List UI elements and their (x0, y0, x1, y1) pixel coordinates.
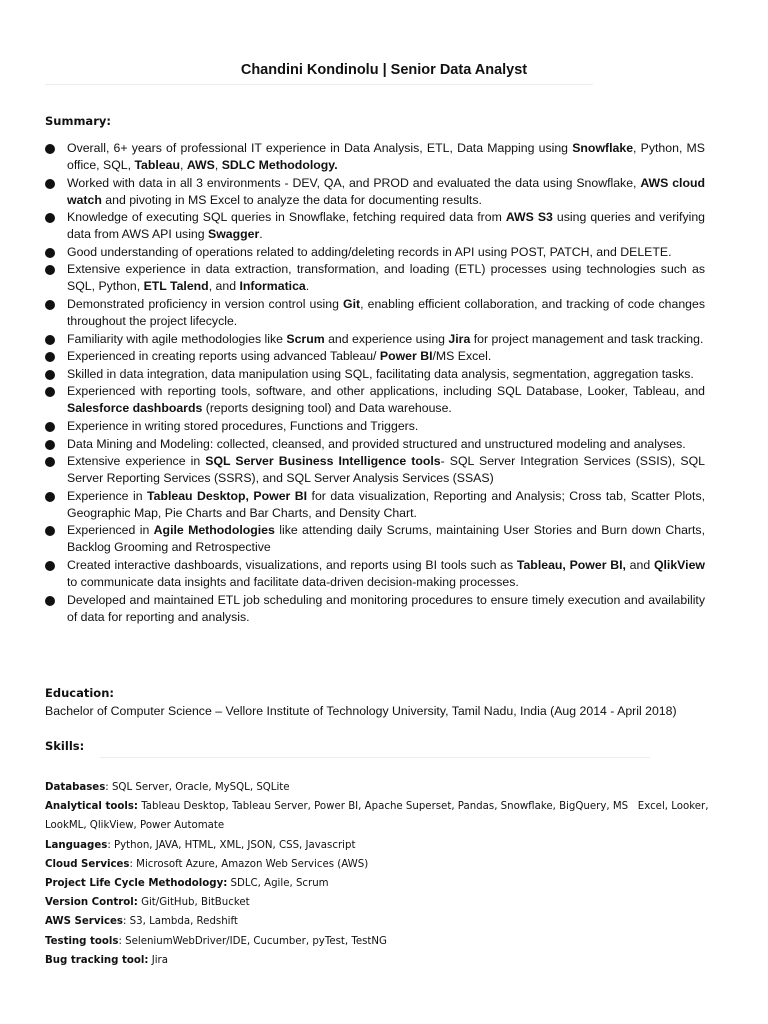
summary-bullet (45, 557, 705, 591)
summary-bullet (45, 331, 705, 348)
skill-separator: : (129, 858, 137, 870)
skills-heading: Skills: (45, 739, 85, 753)
skill-label: Databases (45, 782, 106, 793)
summary-bullet (45, 244, 705, 261)
bullet-bold-text: QlikView (653, 557, 705, 572)
skill-row (45, 932, 710, 951)
bullet-dot-icon (45, 440, 55, 450)
bullet-dot-icon (45, 300, 55, 310)
bullet-text: Overall, 6+ years of professional IT experience in Data Analysis, ETL, Data Mapping using (67, 141, 573, 155)
skill-value: Microsoft Azure, Amazon Web Services (AWS) (136, 858, 369, 870)
skill-separator: : (107, 839, 114, 851)
summary-heading: Summary: (45, 114, 111, 128)
bullet-bold-text: Informatica (239, 279, 306, 294)
bullet-text: Experienced in creating reports using advanced Tableau/ (67, 349, 380, 364)
bullet-bold-text: AWS (186, 158, 215, 172)
bullet-text: , and (208, 279, 240, 294)
summary-bullet (45, 592, 705, 626)
bullet-text: like attending daily Scrums, maintaining User Stories and Burn down Charts, Backlog Grooming and Retrospective (67, 523, 705, 555)
bullet-text: Experienced with reporting tools, software, and other applications, including SQL Database, Looker, Tableau, and (67, 384, 705, 399)
bullet-dot-icon (45, 179, 55, 189)
skill-value: SeleniumWebDriver/IDE, Cucumber, pyTest, TestNG (125, 935, 387, 947)
skill-row (45, 797, 710, 835)
bullet-text: , Python, MS office, SQL, (67, 141, 706, 172)
skill-separator: : (105, 782, 112, 793)
bullet-dot-icon (45, 213, 55, 223)
education-heading: Education: (45, 686, 114, 700)
bullet-bold-text: Tableau (134, 158, 181, 172)
bullet-text: Experienced in (67, 523, 154, 538)
bullet-dot-icon (45, 265, 55, 275)
bullet-text: and experience using (324, 331, 449, 346)
page-title: Chandini Kondinolu | Senior Data Analyst (240, 62, 528, 78)
skill-row (45, 912, 710, 931)
summary-bullet (45, 453, 705, 487)
skill-row (45, 855, 710, 874)
skill-value: Tableau Desktop, Tableau Server, Power BI, Apache Superset, Pandas, Snowflake, BigQuery, MS Excel, Looker, LookML, QlikView, Power Automate (45, 801, 712, 832)
bullet-text: Demonstrated proficiency in version control using (67, 296, 344, 311)
bullet-bold-text: Salesforce dashboards (67, 401, 203, 416)
skill-separator: : (122, 916, 130, 928)
title-divider (45, 84, 593, 85)
bullet-bold-text: Jira (448, 331, 471, 346)
bullet-text: Knowledge of executing SQL queries in Snowflake, fetching required data from (67, 210, 506, 225)
skill-label: Analytical tools: (45, 801, 138, 813)
bullet-text: using queries and verifying data from AWS API using (67, 210, 706, 242)
bullet-text: Worked with data in all 3 environments - DEV, QA, and PROD and evaluated the data using Snowflake, (67, 175, 641, 190)
bullet-bold-text: AWS cloud watch (67, 175, 705, 207)
summary-bullet (45, 366, 705, 383)
bullet-text: , (180, 158, 187, 172)
bullet-text: (reports designing tool) and Data warehouse. (202, 401, 452, 416)
skill-label: AWS Services (45, 916, 123, 928)
skill-label: Project Life Cycle Methodology: (45, 878, 228, 890)
skills-list (45, 778, 710, 970)
skill-label: Version Control: (45, 897, 138, 909)
skill-value: Python, JAVA, HTML, XML, JSON, CSS, Javascript (113, 839, 356, 851)
summary-list (45, 140, 705, 626)
bullet-dot-icon (45, 335, 55, 345)
summary-bullet (45, 209, 705, 243)
bullet-text: , enabling efficient collaboration, and tracking of code changes throughout the project lifecycle. (67, 296, 705, 328)
bullet-text: to communicate data insights and facilitate data-driven decision-making processes. (67, 574, 519, 589)
bullet-bold-text: Tableau Desktop, Power BI (147, 488, 308, 503)
summary-bullet (45, 348, 705, 365)
bullet-text: Developed and maintained ETL job scheduling and monitoring procedures to ensure timely execution and availability of data for reporting and analysis. (67, 592, 705, 624)
bullet-bold-text: Tableau, Power BI, (516, 557, 626, 572)
bullet-text: /MS Excel. (432, 349, 492, 364)
skill-label: Bug tracking tool: (45, 954, 149, 966)
bullet-text: for project management and task tracking. (470, 331, 704, 346)
bullet-text: . (259, 227, 263, 242)
bullet-dot-icon (45, 352, 55, 362)
bullet-dot-icon (45, 492, 55, 502)
bullet-dot-icon (45, 457, 55, 467)
bullet-text: Familiarity with agile methodologies like (67, 331, 287, 346)
bullet-text: Extensive experience in (67, 454, 206, 469)
summary-bullet (45, 261, 705, 295)
bullet-bold-text: Swagger (208, 227, 260, 242)
summary-bullet (45, 296, 705, 330)
bullet-dot-icon (45, 370, 55, 380)
education-text: Bachelor of Computer Science – Vellore Institute of Technology University, Tamil Nadu, India (Aug 2014 - April 2018) (45, 704, 677, 718)
bullet-text: Good understanding of operations related to adding/deleting records in API using POST, PATCH, and DELETE. (67, 244, 672, 259)
bullet-text: Data Mining and Modeling: collected, cleansed, and provided structured and unstructured modeling and analyses. (67, 436, 686, 451)
skill-value: SQL Server, Oracle, MySQL, SQLite (111, 782, 290, 793)
skill-row (45, 893, 710, 912)
bullet-dot-icon (45, 144, 55, 154)
bullet-bold-text: Scrum (286, 331, 325, 346)
bullet-text: for data visualization, Reporting and Analysis; Cross tab, Scatter Plots, Geographic Map, Pie Charts and Bar Charts, and Density Chart. (67, 488, 706, 520)
bullet-bold-text: Agile Methodologies (153, 523, 275, 538)
skill-label: Testing tools (45, 935, 119, 947)
summary-bullet (45, 436, 705, 453)
bullet-dot-icon (45, 387, 55, 397)
bullet-text: , (214, 158, 222, 172)
skill-label: Languages (45, 839, 108, 851)
summary-bullet (45, 175, 705, 209)
bullet-dot-icon (45, 596, 55, 606)
bullet-bold-text: ETL Talend (143, 279, 209, 294)
bullet-text: Created interactive dashboards, visualizations, and reports using BI tools such as (67, 557, 517, 572)
bullet-text: and (625, 557, 654, 572)
summary-bullet (45, 383, 705, 417)
skill-row (45, 836, 710, 855)
bullet-text: Experience in writing stored procedures, Functions and Triggers. (67, 418, 419, 433)
bullet-bold-text: AWS S3 (505, 210, 553, 225)
skill-row (45, 951, 710, 970)
bullet-text: Extensive experience in data extraction, transformation, and loading (ETL) processes using technologies such as SQL, Python, (67, 262, 705, 294)
summary-bullet (45, 488, 705, 522)
bullet-dot-icon (45, 526, 55, 536)
summary-bullet (45, 522, 705, 556)
skill-value: SDLC, Agile, Scrum (230, 878, 329, 890)
skill-row (45, 874, 710, 893)
skill-separator: : (118, 935, 126, 947)
bullet-bold-text: SQL Server Business Intelligence tools (205, 454, 441, 469)
bullet-bold-text: SDLC Methodology. (221, 158, 338, 172)
bullet-text: and pivoting in MS Excel to analyze the data for documenting results. (101, 192, 482, 207)
skill-value: Jira (151, 954, 168, 966)
bullet-dot-icon (45, 422, 55, 432)
bullet-text: Experience in (67, 488, 148, 503)
bullet-text: . (305, 279, 310, 294)
bullet-dot-icon (45, 248, 55, 258)
skill-value: S3, Lambda, Redshift (129, 916, 238, 928)
bullet-text: Skilled in data integration, data manipulation using SQL, facilitating data analysis, segmentation, aggregation tasks. (67, 366, 694, 381)
skill-value: Git/GitHub, BitBucket (141, 897, 250, 909)
skills-divider (100, 757, 650, 758)
skill-label: Cloud Services (45, 858, 130, 870)
summary-bullet (45, 140, 705, 174)
summary-bullet (45, 418, 705, 435)
bullet-bold-text: Snowflake (572, 141, 634, 155)
bullet-bold-text: Power BI (379, 349, 433, 364)
bullet-dot-icon (45, 561, 55, 571)
skill-row (45, 778, 710, 797)
bullet-text: - SQL Server Integration Services (SSIS), SQL Server Reporting Services (SSRS), and SQL Server Analysis Services (SSAS) (67, 454, 705, 486)
bullet-bold-text: Git (343, 296, 361, 311)
